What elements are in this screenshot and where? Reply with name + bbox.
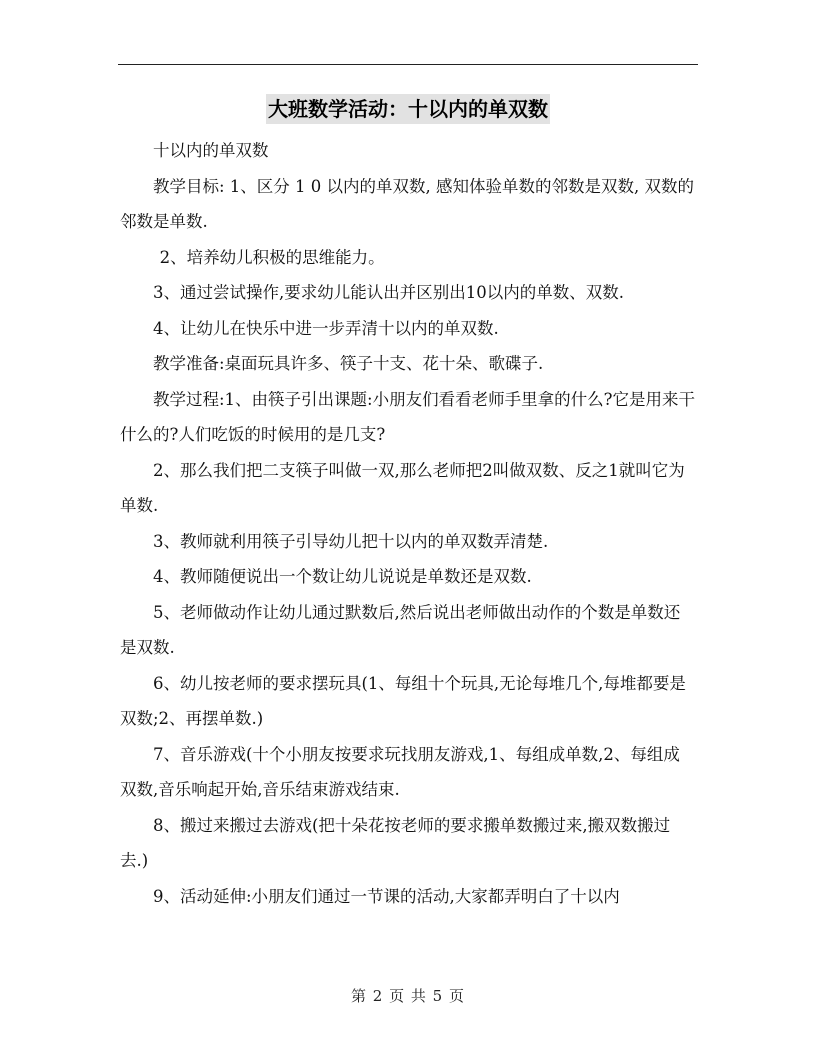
paragraph-goal-2: 2、培养幼儿积极的思维能力。 bbox=[159, 247, 385, 267]
paragraph-subtitle: 十以内的单双数 bbox=[153, 141, 269, 160]
document-body bbox=[120, 133, 696, 914]
paragraph-process-3: 3、教师就利用筷子引导幼儿把十以内的单双数弄清楚. bbox=[153, 531, 549, 551]
paragraph-goal-4: 4、让幼儿在快乐中进一步弄清十以内的单双数. bbox=[153, 318, 499, 338]
page-number-footer: 第 2 页 共 5 页 bbox=[351, 987, 465, 1005]
paragraph-process-2: 2、那么我们把二支筷子叫做一双,那么老师把2叫做双数、反之1就叫它为单数. bbox=[120, 460, 685, 515]
paragraph-goal-1: 教学目标: 1、区分 1 0 以内的单双数, 感知体验单数的邻数是双数, 双数的邻数是单数. bbox=[120, 176, 695, 231]
paragraph-process-4: 4、教师随便说出一个数让幼儿说说是单数还是双数. bbox=[153, 567, 532, 586]
paragraph-goal-3: 3、通过尝试操作,要求幼儿能认出并区别出10以内的单数、双数. bbox=[153, 283, 624, 302]
paragraph-process-1: 教学过程:1、由筷子引出课题:小朋友们看看老师手里拿的什么?它是用来干什么的?人们吃饭的时候用的是几支? bbox=[120, 389, 695, 444]
paragraph-process-5: 5、老师做动作让幼儿通过默数后,然后说出老师做出动作的个数是单数还是双数. bbox=[120, 602, 681, 657]
document-title: 大班数学活动：十以内的单双数 bbox=[266, 94, 550, 124]
paragraph-process-8: 8、搬过来搬过去游戏(把十朵花按老师的要求搬单数搬过来,搬双数搬过去.) bbox=[120, 815, 671, 870]
paragraph-process-9: 9、活动延伸:小朋友们通过一节课的活动,大家都弄明白了十以内 bbox=[153, 886, 620, 906]
title-container bbox=[0, 94, 816, 124]
paragraph-preparation: 教学准备:桌面玩具许多、筷子十支、花十朵、歌碟子. bbox=[153, 354, 544, 373]
header-rule bbox=[118, 64, 698, 65]
paragraph-process-6: 6、幼儿按老师的要求摆玩具(1、每组十个玩具,无论每堆几个,每堆都要是双数;2、再摆单数.) bbox=[120, 673, 686, 728]
paragraph-process-7: 7、音乐游戏(十个小朋友按要求玩找朋友游戏,1、每组成单数,2、每组成双数,音乐响起开始,音乐结束游戏结束. bbox=[120, 744, 680, 799]
